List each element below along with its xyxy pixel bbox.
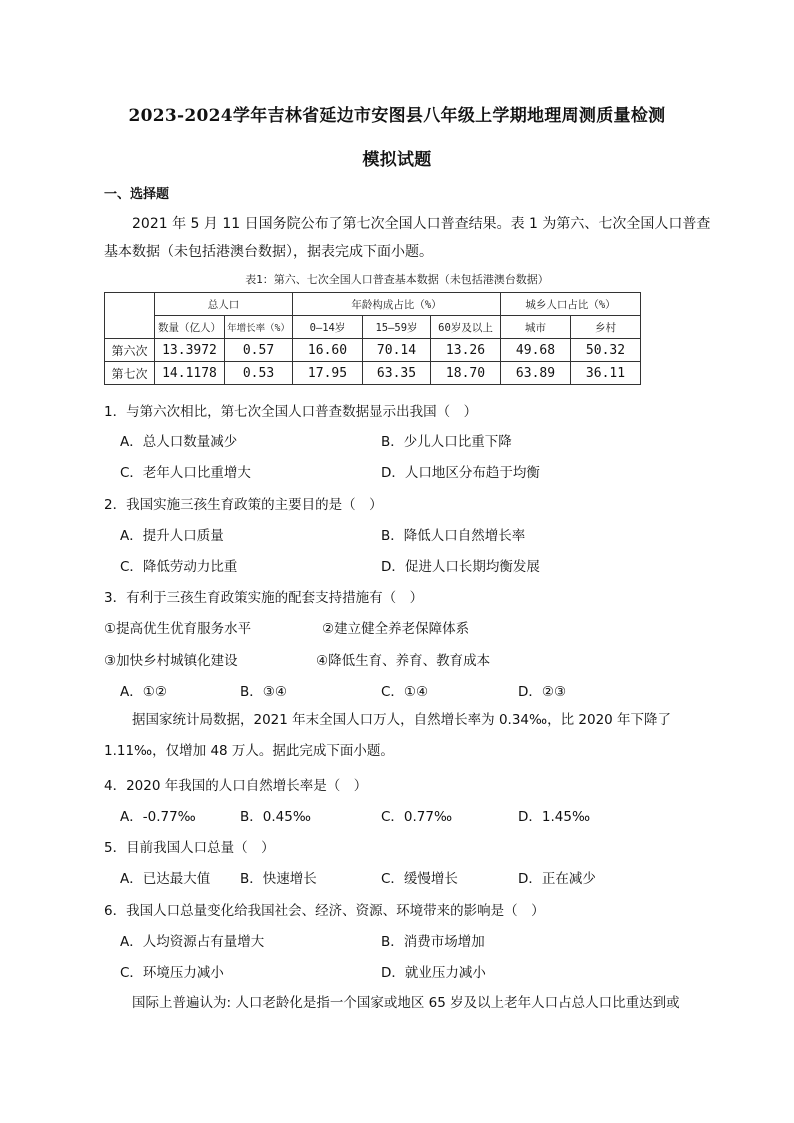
q3-option-d[interactable]: D．②③ — [518, 684, 567, 700]
subheader-urban: 城市 — [501, 316, 571, 339]
census-table — [104, 292, 641, 385]
subheader-age-60-plus: 60岁及以上 — [431, 316, 501, 339]
row-label: 第七次 — [105, 362, 155, 385]
table-corner — [105, 293, 155, 339]
q5-option-c[interactable]: C．缓慢增长 — [381, 871, 458, 887]
header-age-structure: 年龄构成占比（%） — [293, 293, 501, 316]
table-cell: 49.68 — [501, 339, 571, 362]
table-cell: 17.95 — [293, 362, 363, 385]
q4-option-a[interactable]: A．-0.77‰ — [120, 809, 196, 825]
q4-option-c[interactable]: C．0.77‰ — [381, 809, 453, 825]
subheader-count: 数量（亿人） — [155, 316, 225, 339]
q1-option-b[interactable]: B．少儿人口比重下降 — [381, 434, 512, 450]
question-3-stem: 3．有利于三孩生育政策实施的配套支持措施有（ ） — [104, 590, 424, 606]
table-cell: 63.89 — [501, 362, 571, 385]
table-cell: 36.11 — [571, 362, 641, 385]
q4-option-d[interactable]: D．1.45‰ — [518, 809, 591, 825]
header-total-population: 总人口 — [155, 293, 293, 316]
q6-option-a[interactable]: A．人均资源占有量增大 — [120, 934, 265, 950]
table-cell: 18.70 — [431, 362, 501, 385]
q3-option-b[interactable]: B．③④ — [240, 684, 287, 700]
next-passage-line: 国际上普遍认为: 人口老龄化是指一个国家或地区 65 岁及以上老年人口占总人口比重达到或 — [132, 995, 680, 1011]
q3-option-c[interactable]: C．①④ — [381, 684, 429, 700]
q6-option-c[interactable]: C．环境压力减小 — [120, 965, 224, 981]
question-5-stem: 5．目前我国人口总量（ ） — [104, 840, 275, 856]
table-cell: 16.60 — [293, 339, 363, 362]
q1-option-c[interactable]: C．老年人口比重增大 — [120, 465, 251, 481]
subheader-age-15-59: 15—59岁 — [363, 316, 431, 339]
q3-measure-3: ③加快乡村城镇化建设 — [104, 653, 238, 669]
table-row — [105, 339, 641, 362]
question-1-stem: 1．与第六次相比，第七次全国人口普查数据显示出我国（ ） — [104, 404, 478, 420]
subheader-rural: 乡村 — [571, 316, 641, 339]
intro2-line-2: 1.11‰，仅增加 48 万人。据此完成下面小题。 — [104, 743, 394, 759]
row-label: 第六次 — [105, 339, 155, 362]
q5-option-d[interactable]: D．正在减少 — [518, 871, 596, 887]
table-caption: 表1：第六、七次全国人口普查基本数据（未包括港澳台数据） — [245, 273, 549, 286]
intro2-line-1: 据国家统计局数据，2021 年末全国人口万人，自然增长率为 0.34‰，比 2020 年下降了 — [132, 712, 672, 728]
q3-measure-4: ④降低生育、养育、教育成本 — [316, 653, 491, 669]
section-heading: 一、选择题 — [104, 187, 170, 202]
table-cell: 0.57 — [225, 339, 293, 362]
q2-option-d[interactable]: D．促进人口长期均衡发展 — [381, 559, 540, 575]
q3-measure-2: ②建立健全养老保障体系 — [322, 621, 470, 637]
q2-option-a[interactable]: A．提升人口质量 — [120, 528, 224, 544]
table-cell: 14.1178 — [155, 362, 225, 385]
question-2-stem: 2．我国实施三孩生育政策的主要目的是（ ） — [104, 497, 383, 513]
intro-line-1: 2021 年 5 月 11 日国务院公布了第七次全国人口普查结果。表 1 为第六、七次全国人口普查 — [132, 216, 711, 232]
header-urban-rural: 城乡人口占比（%） — [501, 293, 641, 316]
table-cell: 70.14 — [363, 339, 431, 362]
page-subtitle: 模拟试题 — [362, 150, 432, 170]
q2-option-c[interactable]: C．降低劳动力比重 — [120, 559, 238, 575]
table-row — [105, 362, 641, 385]
q3-option-a[interactable]: A．①② — [120, 684, 167, 700]
page-title: 2023-2024学年吉林省延边市安图县八年级上学期地理周测质量检测 — [128, 106, 666, 126]
q1-option-d[interactable]: D．人口地区分布趋于均衡 — [381, 465, 540, 481]
q1-option-a[interactable]: A．总人口数量减少 — [120, 434, 238, 450]
subheader-age-0-14: 0—14岁 — [293, 316, 363, 339]
question-4-stem: 4．2020 年我国的人口自然增长率是（ ） — [104, 778, 368, 794]
subheader-growth-rate: 年增长率（%） — [225, 316, 293, 339]
table-cell: 0.53 — [225, 362, 293, 385]
q2-option-b[interactable]: B．降低人口自然增长率 — [381, 528, 526, 544]
intro-line-2: 基本数据（未包括港澳台数据），据表完成下面小题。 — [104, 244, 433, 260]
table-cell: 63.35 — [363, 362, 431, 385]
q6-option-d[interactable]: D．就业压力减小 — [381, 965, 486, 981]
q5-option-b[interactable]: B．快速增长 — [240, 871, 317, 887]
table-cell: 13.3972 — [155, 339, 225, 362]
q6-option-b[interactable]: B．消费市场增加 — [381, 934, 485, 950]
q4-option-b[interactable]: B．0.45‰ — [240, 809, 311, 825]
table-cell: 13.26 — [431, 339, 501, 362]
q3-measure-1: ①提高优生优育服务水平 — [104, 621, 252, 637]
table-cell: 50.32 — [571, 339, 641, 362]
q5-option-a[interactable]: A．已达最大值 — [120, 871, 211, 887]
question-6-stem: 6．我国人口总量变化给我国社会、经济、资源、环境带来的影响是（ ） — [104, 903, 545, 919]
